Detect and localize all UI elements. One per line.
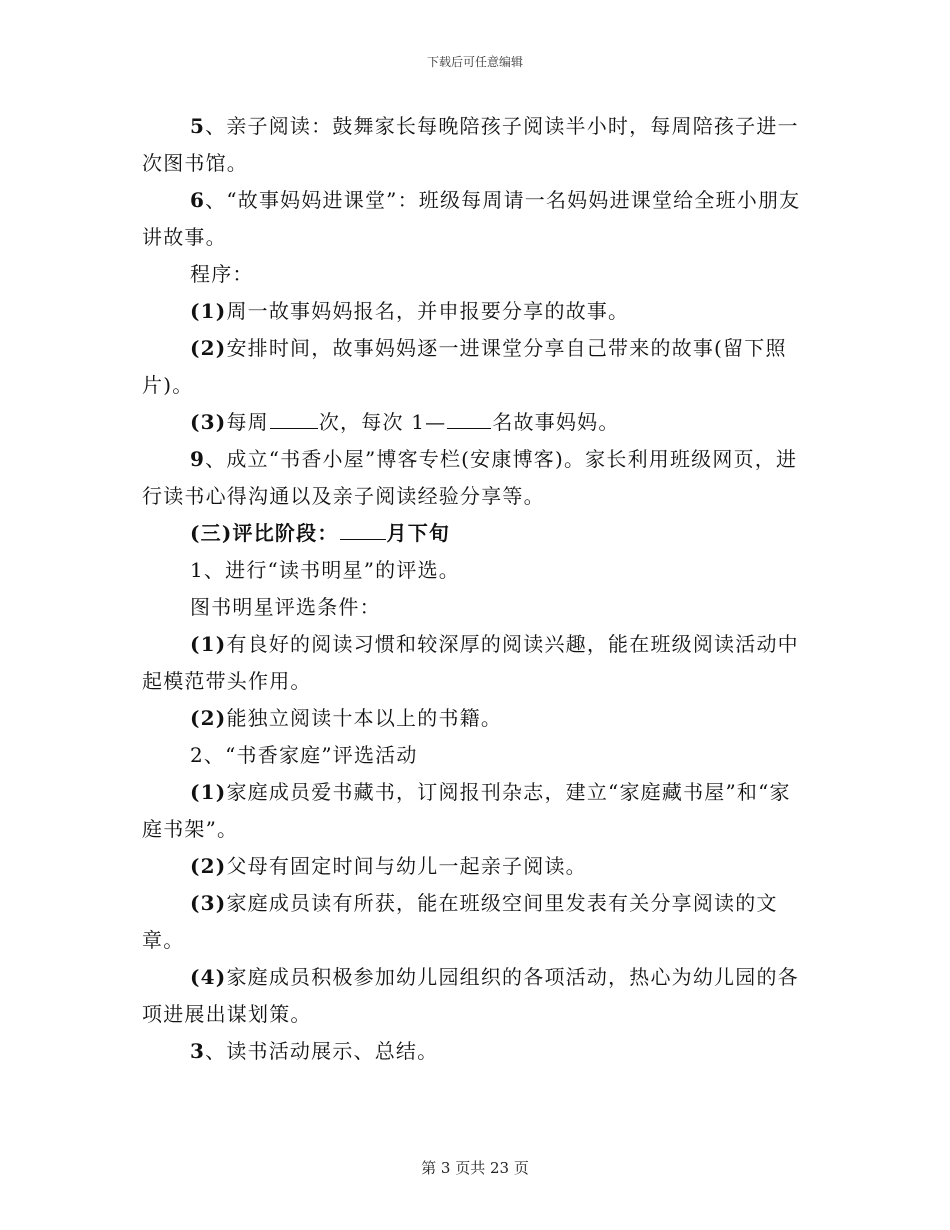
heading-text: (三)评比阶段：: [190, 521, 339, 545]
paragraph-text: 次，每次 1—: [318, 410, 447, 434]
paragraph-text: 、读书活动展示、总结。: [205, 1039, 439, 1063]
section-heading-evaluation: [142, 515, 810, 552]
fill-in-blank: [340, 538, 386, 540]
paragraph-text: 名故事妈妈。: [492, 410, 620, 434]
paragraph-text: 父母有固定时间与幼儿一起亲子阅读。: [226, 854, 587, 878]
document-body: [142, 108, 810, 1070]
paragraph-criteria-1: [142, 626, 810, 700]
item-number: 3: [190, 1039, 206, 1063]
paragraph-family-1: [142, 774, 810, 848]
paragraph-step-2: [142, 330, 810, 404]
paragraph-step-1: [142, 293, 810, 330]
paragraph-text: 能独立阅读十本以上的书籍。: [226, 706, 503, 730]
paragraph-family-3: [142, 885, 810, 959]
paragraph-procedure-label: 程序：: [190, 262, 254, 286]
item-number: (3): [190, 891, 227, 915]
paragraph-text: 家庭成员读有所获，能在班级空间里发表有关分享阅读的文章。: [142, 891, 778, 952]
paragraph-text: 家庭成员爱书藏书，订阅报刊杂志，建立“家庭藏书屋”和“家庭书架”。: [142, 780, 791, 841]
item-number: 5: [190, 114, 206, 138]
heading-text: 月下旬: [386, 521, 451, 545]
item-number: (2): [190, 706, 227, 730]
item-number: (1): [190, 632, 227, 656]
paragraph-text: 安排时间，故事妈妈逐一进课堂分享自己带来的故事(留下照片)。: [142, 336, 787, 397]
item-number: (2): [190, 336, 227, 360]
item-number: 9: [190, 447, 206, 471]
item-number: (1): [190, 299, 227, 323]
item-number: (1): [190, 780, 227, 804]
paragraph-family-award: 2、“书香家庭”评选活动: [190, 743, 418, 767]
paragraph-text: 有良好的阅读习惯和较深厚的阅读兴趣，能在班级阅读活动中起模范带头作用。: [142, 632, 799, 693]
paragraph-text: 每周: [226, 410, 269, 434]
paragraph-text: 、亲子阅读：鼓舞家长每晚陪孩子阅读半小时，每周陪孩子进一次图书馆。: [142, 114, 799, 175]
page-footer: 第 3 页共 23 页: [421, 1159, 529, 1177]
paragraph-criteria-2: [142, 700, 810, 737]
paragraph-showcase-summary: [142, 1033, 810, 1070]
paragraph-parent-child-reading: [142, 108, 810, 182]
paragraph-criteria-label: 图书明星评选条件：: [190, 595, 381, 619]
paragraph-text: 家庭成员积极参加幼儿园组织的各项活动，热心为幼儿园的各项进展出谋划策。: [142, 965, 799, 1026]
paragraph-family-4: [142, 959, 810, 1033]
item-number: (2): [190, 854, 227, 878]
paragraph-blog-column: [142, 441, 810, 515]
paragraph-family-2: [142, 848, 810, 885]
fill-in-blank: [447, 427, 491, 429]
paragraph-step-3: [142, 404, 810, 441]
item-number: (3): [190, 410, 227, 434]
paragraph-text: 周一故事妈妈报名，并申报要分享的故事。: [226, 299, 630, 323]
paragraph-text: 、成立“书香小屋”博客专栏(安康博客)。家长利用班级网页，进行读书心得沟通以及亲子阅读经验分享等。: [142, 447, 798, 508]
page-header: 下载后可任意编辑: [426, 55, 523, 69]
paragraph-text: 、“故事妈妈进课堂”：班级每周请一名妈妈进课堂给全班小朋友讲故事。: [142, 188, 801, 249]
paragraph-story-mom: [142, 182, 810, 256]
item-number: 6: [190, 188, 206, 212]
fill-in-blank: [270, 427, 318, 429]
paragraph-reading-star: 1、进行“读书明星”的评选。: [190, 558, 460, 582]
item-number: (4): [190, 965, 227, 989]
